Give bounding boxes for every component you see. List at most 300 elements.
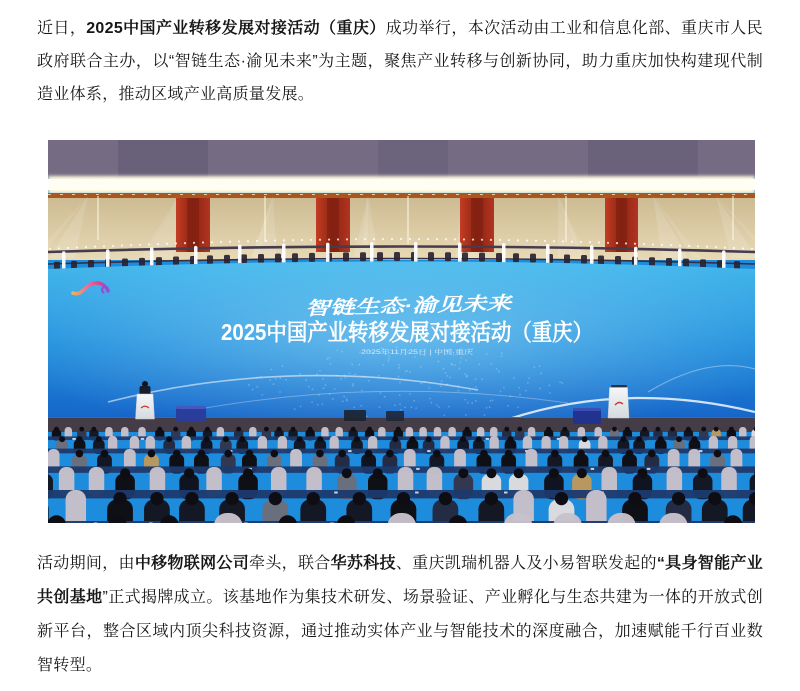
stage-light-fixture — [241, 254, 247, 263]
glow-bar-light — [326, 243, 330, 265]
bulb-light — [69, 185, 73, 189]
truss-dot-light — [337, 238, 339, 240]
truss-dot-light — [355, 238, 357, 240]
closing-paragraph — [0, 547, 800, 683]
stage-light-fixture — [394, 252, 400, 261]
map-dot — [519, 394, 521, 396]
stage-light-fixture — [258, 254, 264, 263]
truss-dot-light — [175, 242, 177, 244]
truss-dot-light — [553, 240, 555, 242]
map-dot — [475, 400, 477, 402]
map-dot — [344, 377, 346, 379]
map-dot — [308, 386, 310, 388]
audience-head — [205, 427, 210, 432]
map-dot — [398, 367, 400, 369]
truss-dot-light — [238, 240, 240, 242]
emphasis-text: “具身智能产业共创基地 — [37, 555, 763, 606]
bulb-light — [134, 184, 138, 188]
truss-dot-light — [670, 244, 672, 246]
map-dot — [486, 407, 488, 409]
audience-head — [198, 450, 206, 458]
truss-dot-light — [364, 238, 366, 240]
audience-rows — [48, 427, 755, 523]
truss-dot-light — [247, 240, 249, 242]
bulb-light — [413, 183, 417, 187]
bulb-light — [485, 183, 489, 187]
audience-head — [626, 450, 634, 458]
table-paper — [334, 492, 338, 494]
map-dot — [539, 388, 541, 390]
audience-head — [563, 427, 568, 432]
map-dot — [507, 405, 509, 407]
emphasis-text: 华苏科技 — [330, 555, 396, 572]
map-dot — [549, 392, 551, 394]
bulb-light — [153, 184, 157, 188]
table-paper — [647, 468, 651, 470]
bulb-light — [524, 185, 528, 189]
body-text: 、重庆凯瑞机器人及小易智联发起的 — [395, 555, 657, 572]
audience-head — [48, 515, 66, 523]
audience-head — [691, 436, 697, 442]
glow-bar-light — [282, 243, 286, 265]
truss-dot-light — [409, 238, 411, 240]
audience-head — [269, 492, 282, 505]
map-dot — [354, 373, 356, 375]
truss-dot-light — [463, 238, 465, 240]
bulb-light — [452, 183, 456, 187]
bulb-light — [407, 184, 411, 188]
audience-head — [582, 436, 588, 442]
audience-head — [173, 427, 178, 432]
bulb-light — [660, 184, 664, 188]
map-dot — [420, 383, 422, 385]
truss-dot-light — [112, 245, 114, 247]
audience-head — [113, 492, 126, 505]
map-dot — [517, 406, 519, 408]
glow-bar-light — [502, 243, 506, 265]
bulb-light — [595, 184, 599, 188]
truss-dot-light — [76, 246, 78, 248]
map-dot — [248, 384, 250, 386]
truss-dot-light — [373, 238, 375, 240]
audience-head — [514, 468, 524, 478]
map-dot — [325, 384, 327, 386]
audience-head — [77, 436, 83, 442]
truss-dot-light — [724, 246, 726, 248]
map-dot — [451, 363, 453, 365]
bulb-light — [459, 184, 463, 188]
map-dot — [380, 392, 382, 394]
speaker-body — [140, 386, 151, 395]
bulb-light — [732, 184, 736, 188]
body-text: 活动期间，由 — [37, 555, 135, 572]
stage-light-fixture — [530, 254, 536, 263]
map-dot — [415, 407, 417, 409]
map-dot — [397, 375, 399, 377]
map-dot — [368, 380, 370, 382]
truss-dot-light — [661, 244, 663, 246]
bulb-light — [309, 183, 313, 187]
bulb-light — [472, 185, 476, 189]
audience-head — [76, 450, 84, 458]
bulb-light — [634, 183, 638, 187]
map-dot — [269, 379, 271, 381]
bulb-light — [95, 182, 99, 186]
bulb-light — [75, 182, 79, 186]
stage-light-fixture — [615, 256, 621, 265]
audience-head — [367, 427, 372, 432]
map-dot — [379, 406, 381, 408]
map-dot — [409, 393, 411, 395]
audience-head — [173, 450, 181, 458]
bulb-light — [491, 184, 495, 188]
audience-head — [426, 436, 432, 442]
map-dot — [486, 353, 488, 355]
bulb-light — [147, 184, 151, 188]
map-dot — [358, 364, 360, 366]
bulb-light — [205, 185, 209, 189]
map-dot — [270, 369, 272, 371]
red-banner — [460, 198, 494, 252]
bulb-light — [238, 183, 242, 187]
audience-person — [48, 499, 49, 523]
map-dot — [475, 378, 477, 380]
truss-dot-light — [562, 240, 564, 242]
bulb-light — [108, 185, 112, 189]
map-dot — [525, 390, 527, 392]
bulb-light — [231, 182, 235, 186]
map-dot — [429, 398, 431, 400]
bulb-light — [699, 182, 703, 186]
map-dot — [442, 368, 444, 370]
audience-head — [157, 427, 162, 432]
bulb-light — [283, 184, 287, 188]
audience-head — [101, 450, 109, 458]
map-dot — [285, 379, 287, 381]
map-dot — [382, 364, 384, 366]
audience-head — [551, 450, 559, 458]
body-text: 牵头，联合 — [249, 555, 331, 572]
bulb-light — [654, 183, 658, 187]
map-dot — [489, 406, 491, 408]
glow-bar-light — [414, 242, 418, 264]
emphasis-text: 2025中国产业转移发展对接活动（重庆） — [86, 20, 386, 37]
map-dot — [334, 388, 336, 390]
truss-dot-light — [256, 240, 258, 242]
audience-head — [150, 492, 163, 505]
table-paper — [141, 438, 145, 440]
map-dot — [533, 366, 535, 368]
audience-head — [507, 436, 513, 442]
stage-light-fixture — [462, 252, 468, 261]
stage-light-fixture — [496, 253, 502, 262]
truss-dot-light — [382, 238, 384, 240]
bulb-light — [537, 185, 541, 189]
stage-light-fixture — [275, 254, 281, 263]
truss-dot-light — [418, 238, 420, 240]
bulb-light — [563, 184, 567, 188]
map-dot — [464, 373, 466, 375]
audience-head — [54, 427, 59, 432]
map-dot — [341, 351, 343, 353]
glow-bar-light — [458, 242, 462, 264]
audience-head — [625, 427, 630, 432]
truss-dot-light — [400, 238, 402, 240]
truss-dot-light — [202, 241, 204, 243]
map-dot — [475, 386, 477, 388]
truss-dot-light — [49, 248, 51, 250]
map-dot — [459, 362, 461, 364]
truss-dot-light — [652, 243, 654, 245]
truss-dot-light — [436, 238, 438, 240]
truss-dot-light — [310, 239, 312, 241]
audience-head — [676, 436, 682, 442]
stage-light-fixture — [649, 257, 655, 266]
audience-head — [658, 436, 664, 442]
map-dot — [299, 373, 301, 375]
bulb-light — [303, 184, 307, 188]
bulb-light — [667, 184, 671, 188]
bulb-light — [550, 183, 554, 187]
audience-head — [189, 427, 194, 432]
audience-head — [353, 492, 366, 505]
truss-dot-light — [454, 238, 456, 240]
screen-date: 2025年11月25日 | 中国·重庆 — [361, 349, 443, 356]
bulb-light — [277, 182, 281, 186]
stage-light-fixture — [445, 252, 451, 261]
truss-dot-light — [490, 239, 492, 241]
audience-head — [465, 427, 470, 432]
audience-head — [307, 492, 320, 505]
truss-dot-light — [517, 239, 519, 241]
map-dot — [378, 375, 380, 377]
map-dot — [414, 356, 416, 358]
map-dot — [353, 406, 355, 408]
map-dot — [279, 377, 281, 379]
audience-head — [373, 468, 383, 478]
map-dot — [311, 401, 313, 403]
side-podium — [608, 385, 629, 418]
audience-head — [297, 436, 303, 442]
map-dot — [305, 379, 307, 381]
audience-head — [120, 468, 130, 478]
map-dot — [540, 373, 542, 375]
map-dot — [404, 406, 406, 408]
bulb-light — [602, 183, 606, 187]
map-dot — [340, 378, 342, 380]
map-dot — [326, 358, 328, 360]
bulb-light — [615, 184, 619, 188]
audience-head — [698, 468, 708, 478]
map-dot — [317, 404, 319, 406]
truss-dot-light — [193, 242, 195, 244]
audience-head — [316, 450, 324, 458]
audience-head — [308, 427, 313, 432]
bulb-light — [374, 184, 378, 188]
audience-head — [338, 450, 346, 458]
audience-head — [392, 436, 398, 442]
truss-dot-light — [544, 240, 546, 242]
audience-head — [708, 492, 721, 505]
map-dot — [448, 406, 450, 408]
bulb-light — [725, 185, 729, 189]
map-dot — [399, 382, 401, 384]
audience-head — [166, 436, 172, 442]
audience-head — [79, 427, 84, 432]
map-dot — [501, 355, 503, 357]
map-dot — [420, 366, 422, 368]
map-dot — [559, 381, 561, 383]
bulb-light — [361, 183, 365, 187]
truss-dot-light — [184, 242, 186, 244]
body-text: 近日， — [37, 20, 87, 37]
audience-head — [396, 427, 401, 432]
bulb-light — [498, 185, 502, 189]
bulb-light — [621, 183, 625, 187]
bulb-light — [745, 184, 749, 188]
bulb-light — [244, 183, 248, 187]
audience-head — [672, 492, 685, 505]
truss-dot-light — [94, 246, 96, 248]
intro-paragraph — [0, 0, 800, 111]
conference-hall-scene — [48, 140, 755, 523]
audience-head — [365, 450, 373, 458]
stage-light-fixture — [173, 257, 179, 266]
map-dot — [322, 378, 324, 380]
map-dot — [279, 391, 281, 393]
truss-dot-light — [715, 246, 717, 248]
map-dot — [484, 414, 486, 416]
led-screen — [48, 262, 755, 430]
bulb-light — [88, 183, 92, 187]
truss-dot-light — [391, 238, 393, 240]
audience-head — [620, 436, 626, 442]
truss-dot-light — [229, 241, 231, 243]
bulb-light — [329, 184, 333, 188]
audience-head — [555, 492, 568, 505]
map-dot — [399, 403, 401, 405]
map-dot — [252, 389, 254, 391]
map-dot — [405, 370, 407, 372]
table-paper — [94, 523, 98, 524]
stage-light-fixture — [513, 253, 519, 262]
map-dot — [329, 357, 331, 359]
truss-dot-light — [346, 238, 348, 240]
map-dot — [322, 403, 324, 405]
bulb-light — [433, 182, 437, 186]
bulb-light — [192, 182, 196, 186]
map-dot — [312, 388, 314, 390]
bulb-light — [264, 184, 268, 188]
bulb-light — [381, 183, 385, 187]
map-dot — [294, 408, 296, 410]
audience-head — [277, 427, 282, 432]
body-text: ”正式揭牌成立。该基地作为集技术研发、场景验证、产业孵化与生态共建为一体的开放式创新平台，整合区域内顶尖科技资源，通过推动实体产业与智能技术的深度融合，加速赋能千行百业数智转型。 — [37, 589, 763, 674]
map-dot — [349, 372, 351, 374]
truss-dot-light — [220, 241, 222, 243]
bulb-light — [316, 183, 320, 187]
audience-head — [148, 450, 156, 458]
red-banner — [316, 198, 350, 252]
map-dot — [430, 402, 432, 404]
truss-dot-light — [319, 239, 321, 241]
audience-head — [243, 468, 253, 478]
map-dot — [471, 402, 473, 404]
audience-head — [642, 427, 647, 432]
truss-dot-light — [481, 239, 483, 241]
audience-head — [460, 436, 466, 442]
bulb-light — [270, 184, 274, 188]
truss-dot-light — [85, 246, 87, 248]
stage-light-fixture — [292, 253, 298, 262]
truss-dot-light — [166, 243, 168, 245]
truss-dot-light — [607, 242, 609, 244]
audience-head — [546, 427, 551, 432]
stage-light-fixture — [224, 255, 230, 264]
bulb-light — [569, 183, 573, 187]
bulb-light — [218, 183, 222, 187]
table-paper — [415, 492, 419, 494]
bulb-light — [179, 183, 183, 187]
bulb-light — [719, 184, 723, 188]
audience-head — [397, 492, 410, 505]
audience-head — [224, 450, 232, 458]
bulb-light — [543, 183, 547, 187]
bulb-light — [186, 184, 190, 188]
bulb-light — [673, 183, 677, 187]
table-paper — [244, 523, 248, 524]
map-dot — [445, 372, 447, 374]
map-dot — [467, 402, 469, 404]
map-dot — [458, 390, 460, 392]
bulb-light — [225, 185, 229, 189]
map-dot — [441, 380, 443, 382]
bulb-light — [556, 185, 560, 189]
audience-head — [96, 436, 102, 442]
map-dot — [330, 363, 332, 365]
map-dot — [388, 358, 390, 360]
bulb-light — [342, 183, 346, 187]
table-paper — [591, 468, 595, 470]
truss-dot-light — [589, 241, 591, 243]
map-dot — [343, 396, 345, 398]
audience-head — [386, 450, 394, 458]
truss-dot-light — [634, 243, 636, 245]
audience-head — [204, 436, 210, 442]
audience-head — [409, 436, 415, 442]
audience-head — [701, 427, 706, 432]
audience-head — [656, 427, 661, 432]
bulb-light — [641, 183, 645, 187]
map-dot — [465, 414, 467, 416]
map-dot — [469, 389, 471, 391]
audience-head — [637, 468, 647, 478]
map-dot — [449, 376, 451, 378]
stage-light-fixture — [360, 252, 366, 261]
bulb-light — [348, 185, 352, 189]
audience-head — [270, 450, 278, 458]
map-dot — [548, 384, 550, 386]
map-dot — [352, 383, 354, 385]
map-dot — [261, 394, 263, 396]
map-dot — [459, 368, 461, 370]
map-dot — [500, 391, 502, 393]
audience-chair — [586, 490, 606, 523]
truss-dot-light — [571, 241, 573, 243]
truss-dot-light — [211, 241, 213, 243]
audience-head — [342, 468, 352, 478]
map-dot — [342, 400, 344, 402]
